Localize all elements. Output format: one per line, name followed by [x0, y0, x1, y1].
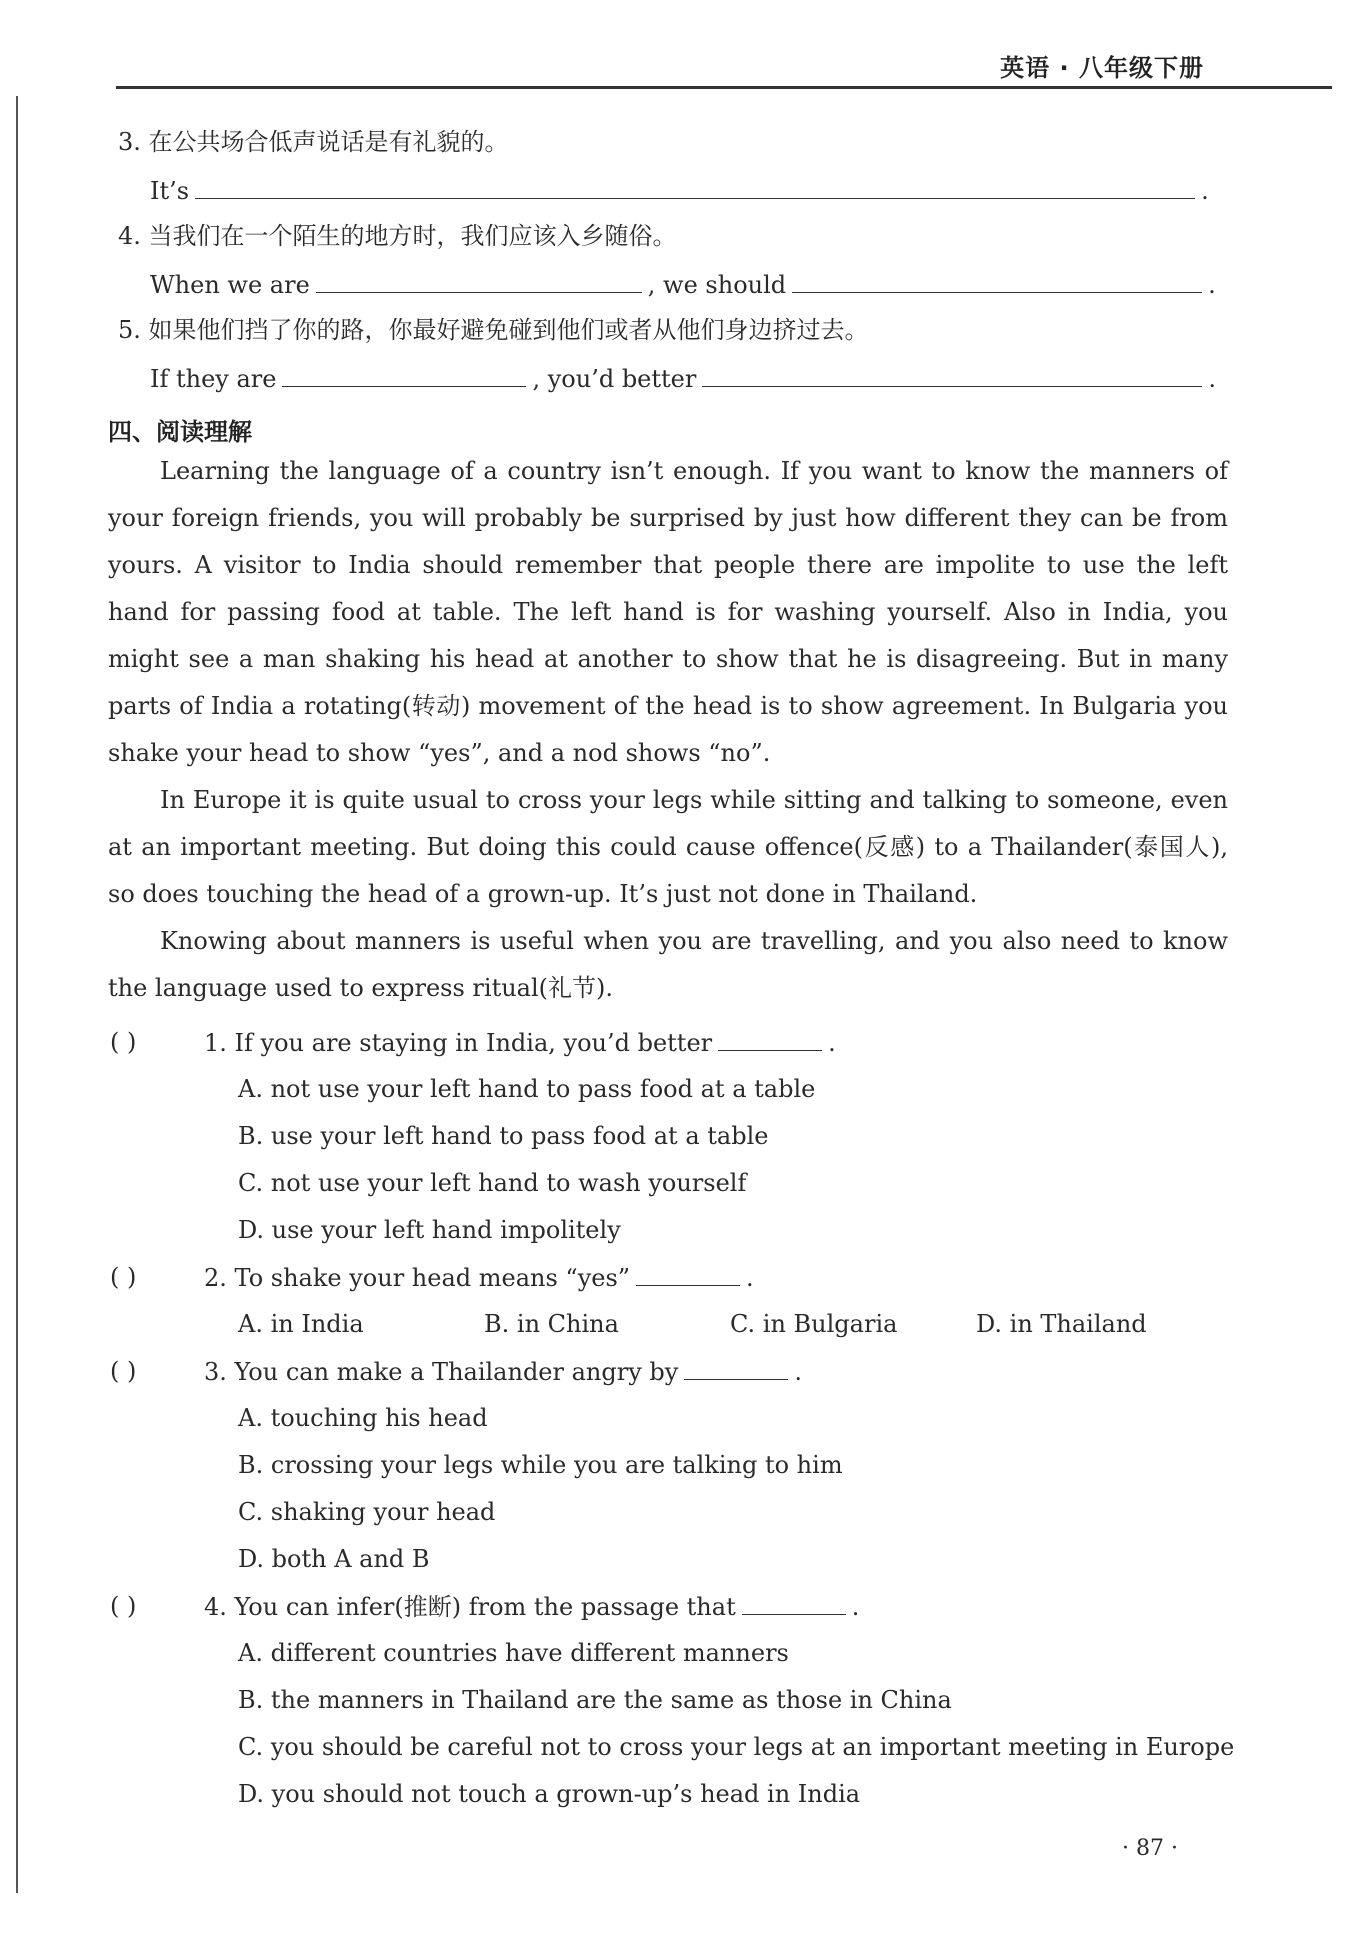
question-4-option-a[interactable]: A. different countries have different manners	[238, 1639, 789, 1667]
question-1-option-c[interactable]: C. not use your left hand to wash yourself	[238, 1169, 747, 1197]
question-4-option-d[interactable]: D. you should not touch a grown-up’s head in India	[238, 1780, 861, 1808]
page-edge	[16, 96, 18, 1893]
header-title: 英语 · 八年级下册	[1000, 54, 1204, 82]
header-rule	[116, 86, 1332, 89]
answer-parenthesis[interactable]: ( )	[110, 1357, 137, 1385]
answer-parenthesis[interactable]: ( )	[110, 1263, 137, 1291]
answer-blank[interactable]	[718, 1024, 822, 1051]
question-3-option-a[interactable]: A. touching his head	[238, 1404, 488, 1432]
question-4-option-c[interactable]: C. you should be careful not to cross your legs at an important meeting in Europe	[238, 1733, 1235, 1761]
question-4-option-b[interactable]: B. the manners in Thailand are the same as those in China	[238, 1686, 952, 1714]
question-1-option-a[interactable]: A. not use your left hand to pass food at a table	[238, 1075, 816, 1103]
question-3-option-c[interactable]: C. shaking your head	[238, 1498, 496, 1526]
question-1-stem: 1. If you are staying in India, you’d better .	[204, 1024, 836, 1060]
question-4-stem: 4. You can infer(推断) from the passage that .	[204, 1588, 859, 1624]
question-3-option-d[interactable]: D. both A and B	[238, 1545, 430, 1573]
passage-paragraph-2: In Europe it is quite usual to cross your legs while sitting and talking to someone, even at an important meeting. But doing this could cause offence(反感) to a Thailander(泰国人), so does touching the head of a grown-up. It’s just not done in Thailand.	[108, 786, 1228, 908]
translation-item-3-prompt: 3. 在公共场合低声说话是有礼貌的。	[118, 128, 509, 156]
answer-blank[interactable]	[684, 1353, 788, 1380]
question-1-option-d[interactable]: D. use your left hand impolitely	[238, 1216, 621, 1244]
section-title: 四、阅读理解	[108, 418, 252, 446]
question-3-stem: 3. You can make a Thailander angry by .	[204, 1353, 802, 1389]
answer-blank[interactable]	[636, 1259, 740, 1286]
translation-item-4-prompt: 4. 当我们在一个陌生的地方时，我们应该入乡随俗。	[118, 222, 677, 250]
answer-blank[interactable]	[195, 172, 1195, 199]
answer-parenthesis[interactable]: ( )	[110, 1028, 137, 1056]
page-number: · 87 ·	[1122, 1836, 1178, 1861]
answer-parenthesis[interactable]: ( )	[110, 1592, 137, 1620]
question-2-stem: 2. To shake your head means “yes” .	[204, 1259, 754, 1295]
answer-blank[interactable]	[316, 266, 642, 293]
question-2-option-b[interactable]: B. in China	[484, 1310, 619, 1338]
answer-blank[interactable]	[702, 360, 1202, 387]
passage-paragraph-3: Knowing about manners is useful when you are travelling, and you also need to know the language used to express ritual(礼节).	[108, 927, 1228, 1002]
question-1-option-b[interactable]: B. use your left hand to pass food at a table	[238, 1122, 769, 1150]
translation-item-5-answer: If they are , you’d better .	[150, 360, 1216, 396]
question-2-option-c[interactable]: C. in Bulgaria	[730, 1310, 898, 1338]
translation-item-3-answer: It’s .	[150, 172, 1209, 208]
question-2-option-a[interactable]: A. in India	[238, 1310, 364, 1338]
question-3-option-b[interactable]: B. crossing your legs while you are talking to him	[238, 1451, 843, 1479]
translation-item-4-answer: When we are , we should .	[150, 266, 1216, 302]
question-2-option-d[interactable]: D. in Thailand	[976, 1310, 1147, 1338]
passage-paragraph-1: Learning the language of a country isn’t enough. If you want to know the manners of your foreign friends, you will probably be surprised by just how different they can be from yours. A visitor to India should remember that people there are impolite to use the left hand for passing food at table. The left hand is for washing yourself. Also in India, you might see a man shaking his head at another to show that he is disagreeing. But in many parts of India a rotating(转动) movement of the head is to show agreement. In Bulgaria you shake your head to show “yes”, and a nod shows “no”.	[108, 457, 1228, 767]
answer-blank[interactable]	[792, 266, 1202, 293]
answer-blank[interactable]	[282, 360, 526, 387]
translation-item-5-prompt: 5. 如果他们挡了你的路，你最好避免碰到他们或者从他们身边挤过去。	[118, 316, 869, 344]
answer-blank[interactable]	[742, 1588, 846, 1615]
